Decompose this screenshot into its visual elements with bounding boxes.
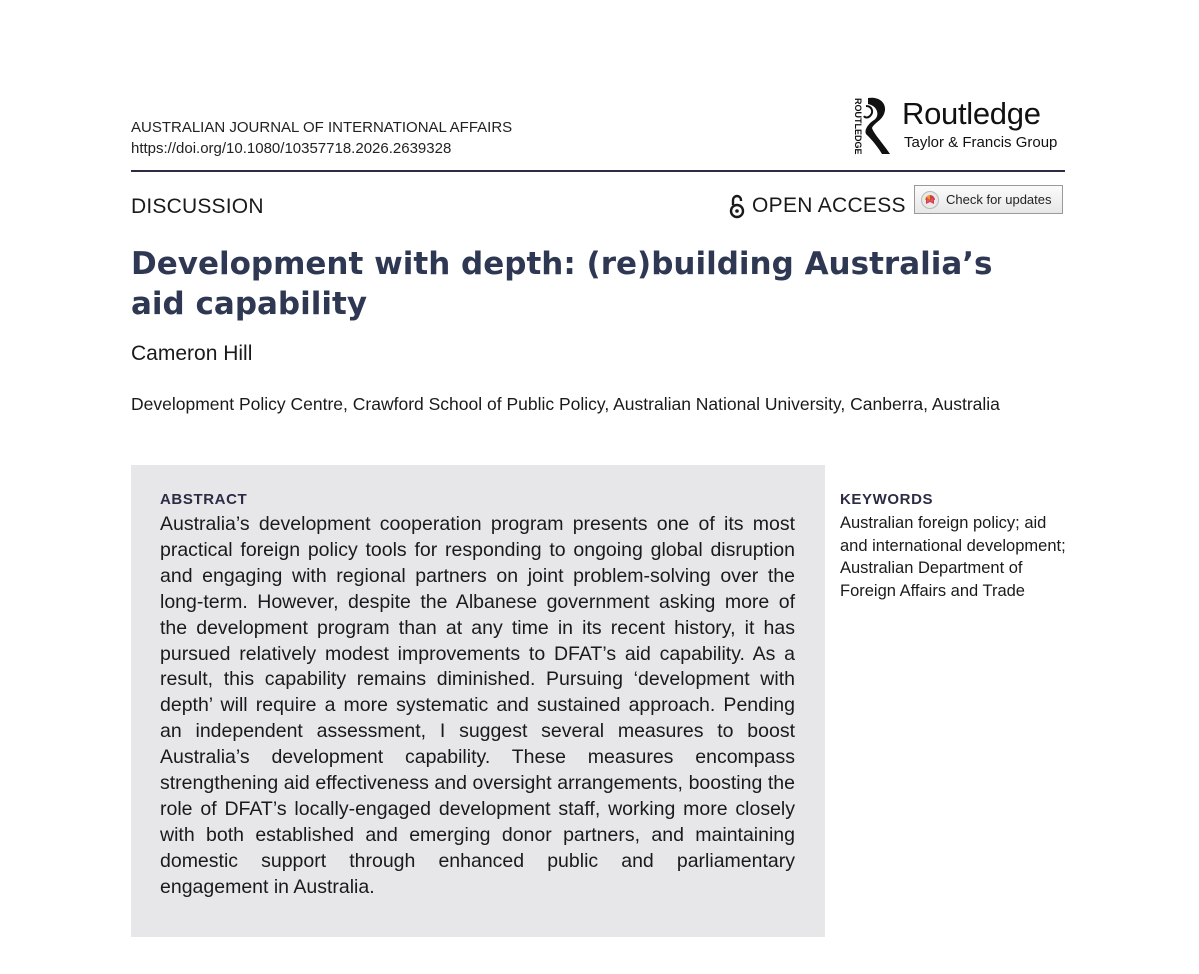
- journal-name: AUSTRALIAN JOURNAL OF INTERNATIONAL AFFAIRS: [131, 119, 513, 136]
- open-access-badge: [728, 193, 906, 219]
- article-title: Development with depth: (re)building Australia’s aid capability: [131, 246, 993, 322]
- doi-link[interactable]: https://doi.org/10.1080/10357718.2026.2639328: [131, 140, 452, 157]
- author-name[interactable]: Cameron Hill: [131, 342, 253, 365]
- open-access-label: OPEN ACCESS: [752, 194, 906, 217]
- check-updates-button[interactable]: [914, 185, 1063, 214]
- abstract-text: Australia’s development cooperation program presents one of its most practical foreign policy tools for responding to ongoing global disruption and engaging with regional partners on joint problem-solving over the long-term. However, despite the Albanese government asking more of the development program than at any time in its recent history, it has pursued relatively modest improvements to DFAT’s aid capability. As a result, this capability remains diminished. Pursuing ‘development with depth’ will require a more systematic and sustained approach. Pending an independent assessment, I suggest several measures to boost Australia’s development capability. These measures encompass strengthening aid effectiveness and oversight arrangements, boosting the role of DFAT’s locally-engaged development staff, working more closely with both established and emerging donor partners, and maintaining domestic support through enhanced public and parliamentary engagement in Australia.: [160, 513, 795, 898]
- publisher-group: Taylor & Francis Group: [904, 134, 1058, 151]
- svg-text:ROUTLEDGE: ROUTLEDGE: [853, 98, 863, 155]
- author-affiliation: Development Policy Centre, Crawford School of Public Policy, Australian National University, Canberra, Australia: [131, 394, 1000, 414]
- crossmark-icon: [921, 191, 939, 209]
- article-section: DISCUSSION: [131, 195, 264, 218]
- abstract-heading: ABSTRACT: [160, 491, 248, 508]
- publisher-brand: Routledge: [902, 96, 1041, 131]
- open-access-icon: [728, 193, 746, 219]
- keywords-heading: KEYWORDS: [840, 491, 934, 508]
- check-updates-label: Check for updates: [946, 192, 1052, 207]
- keywords-text: Australian foreign policy; aid and international development; Australian Department of Foreign Affairs and Trade: [840, 514, 1066, 600]
- header-divider: [131, 170, 1065, 172]
- routledge-logo-icon: [846, 94, 894, 158]
- journal-header: [131, 117, 512, 159]
- publisher-logo[interactable]: [846, 94, 1071, 158]
